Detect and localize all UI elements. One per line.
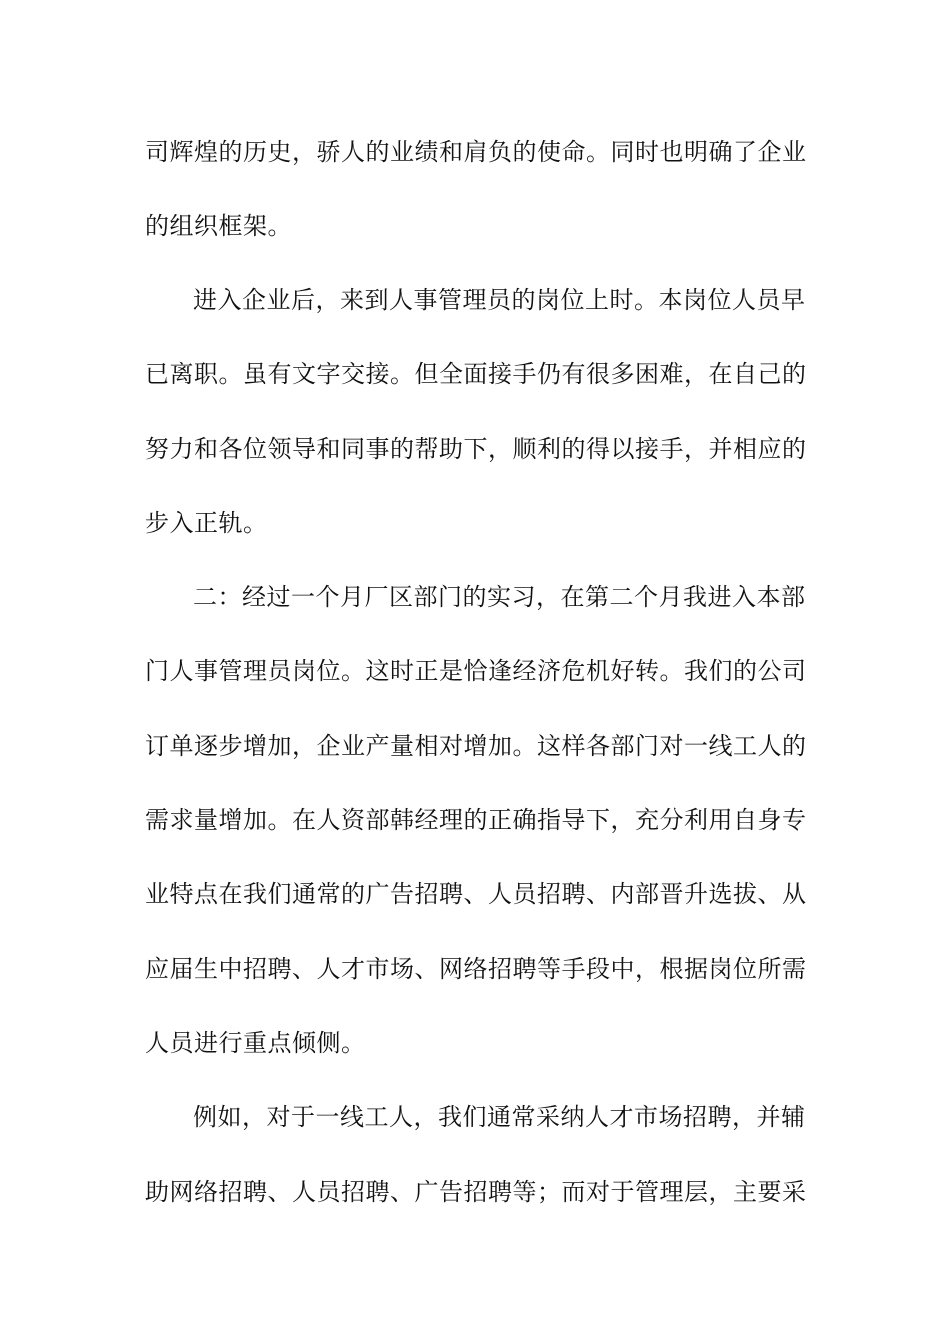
text-line: 应届生中招聘、人才市场、网络招聘等手段中，根据岗位所需 xyxy=(145,955,807,983)
text-line: 助网络招聘、人员招聘、广告招聘等；而对于管理层，主要采 xyxy=(145,1178,807,1206)
paragraph-first-line: 二：经过一个月厂区部门的实习，在第二个月我进入本部 xyxy=(193,583,806,611)
text-line: 司辉煌的历史，骄人的业绩和肩负的使命。同时也明确了企业 xyxy=(145,138,807,166)
text-line: 已离职。虽有文字交接。但全面接手仍有很多困难，在自己的 xyxy=(145,360,807,388)
text-line: 订单逐步增加，企业产量相对增加。这样各部门对一线工人的 xyxy=(145,732,807,760)
text-line: 需求量增加。在人资部韩经理的正确指导下，充分利用自身专 xyxy=(145,806,807,834)
paragraph-first-line: 例如，对于一线工人，我们通常采纳人才市场招聘，并辅 xyxy=(193,1103,806,1131)
text-line: 业特点在我们通常的广告招聘、人员招聘、内部晋升选拔、从 xyxy=(145,880,807,908)
text-line: 人员进行重点倾侧。 xyxy=(145,1029,366,1057)
paragraph-first-line: 进入企业后，来到人事管理员的岗位上时。本岗位人员早 xyxy=(193,286,806,314)
text-line: 的组织框架。 xyxy=(145,212,292,240)
text-line: 步入正轨。 xyxy=(145,509,268,537)
text-line: 门人事管理员岗位。这时正是恰逢经济危机好转。我们的公司 xyxy=(145,657,807,685)
text-line: 努力和各位领导和同事的帮助下，顺利的得以接手，并相应的 xyxy=(145,435,807,463)
